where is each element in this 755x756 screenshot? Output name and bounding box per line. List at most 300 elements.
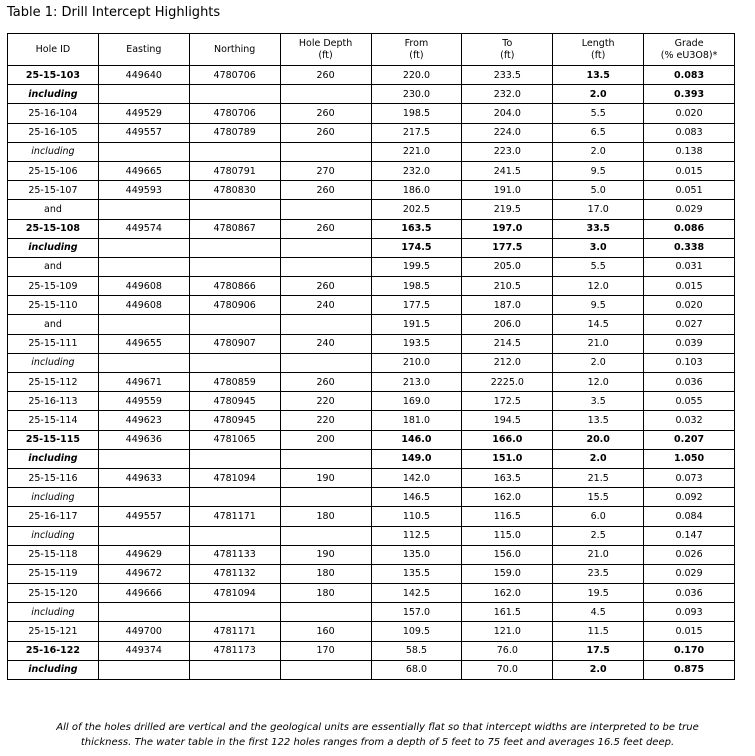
cell-from: 193.5 (371, 334, 462, 353)
cell-easting: 449574 (98, 219, 189, 238)
cell-depth: 260 (280, 277, 371, 296)
cell-easting: 449655 (98, 334, 189, 353)
column-header (8, 34, 99, 66)
cell-easting (98, 603, 189, 622)
cell-grade: 0.093 (644, 603, 735, 622)
cell-northing: 4781171 (189, 622, 280, 641)
cell-from: 220.0 (371, 66, 462, 85)
table-row (8, 142, 735, 161)
cell-to: 210.5 (462, 277, 553, 296)
table-header-row (8, 34, 735, 66)
cell-northing (189, 660, 280, 679)
cell-id: including (8, 142, 99, 161)
cell-from: 68.0 (371, 660, 462, 679)
cell-grade: 0.029 (644, 564, 735, 583)
cell-easting: 449672 (98, 564, 189, 583)
cell-id: 25-15-108 (8, 219, 99, 238)
cell-id: 25-15-107 (8, 181, 99, 200)
cell-length: 12.0 (553, 277, 644, 296)
cell-to: 204.0 (462, 104, 553, 123)
cell-from: 210.0 (371, 353, 462, 372)
cell-length: 21.0 (553, 545, 644, 564)
cell-grade: 0.086 (644, 219, 735, 238)
cell-to: 116.5 (462, 507, 553, 526)
cell-to: 206.0 (462, 315, 553, 334)
cell-id: and (8, 200, 99, 219)
cell-grade: 0.055 (644, 392, 735, 411)
cell-easting (98, 353, 189, 372)
cell-grade: 0.020 (644, 104, 735, 123)
cell-id: 25-15-114 (8, 411, 99, 430)
table-row (8, 507, 735, 526)
cell-to: 232.0 (462, 85, 553, 104)
cell-length: 17.5 (553, 641, 644, 660)
cell-northing: 4780791 (189, 161, 280, 180)
cell-northing (189, 488, 280, 507)
cell-easting: 449529 (98, 104, 189, 123)
cell-to: 2225.0 (462, 373, 553, 392)
cell-depth (280, 526, 371, 545)
cell-northing (189, 449, 280, 468)
table-row (8, 468, 735, 487)
cell-to: 76.0 (462, 641, 553, 660)
cell-northing: 4780789 (189, 123, 280, 142)
column-header-unit: (ft) (591, 49, 606, 61)
cell-depth (280, 200, 371, 219)
cell-easting: 449608 (98, 296, 189, 315)
cell-length: 20.0 (553, 430, 644, 449)
table-body (8, 66, 735, 680)
cell-to: 121.0 (462, 622, 553, 641)
table-row (8, 411, 735, 430)
cell-easting (98, 488, 189, 507)
cell-easting (98, 315, 189, 334)
cell-from: 112.5 (371, 526, 462, 545)
cell-length: 5.5 (553, 104, 644, 123)
cell-grade: 0.015 (644, 622, 735, 641)
column-header (371, 34, 462, 66)
cell-to: 214.5 (462, 334, 553, 353)
cell-from: 135.0 (371, 545, 462, 564)
cell-easting: 449608 (98, 277, 189, 296)
cell-grade: 0.020 (644, 296, 735, 315)
column-header-label: To (502, 37, 513, 49)
cell-to: 205.0 (462, 257, 553, 276)
cell-id: 25-15-109 (8, 277, 99, 296)
table-row (8, 641, 735, 660)
cell-depth: 240 (280, 334, 371, 353)
cell-easting: 449636 (98, 430, 189, 449)
cell-easting (98, 85, 189, 104)
column-header-unit: (ft) (409, 49, 424, 61)
table-title: Table 1: Drill Intercept Highlights (7, 5, 221, 20)
cell-id: 25-15-110 (8, 296, 99, 315)
table-row (8, 660, 735, 679)
cell-easting (98, 449, 189, 468)
table-row (8, 430, 735, 449)
cell-grade: 0.015 (644, 277, 735, 296)
cell-northing (189, 353, 280, 372)
cell-northing (189, 200, 280, 219)
cell-length: 3.0 (553, 238, 644, 257)
cell-id: including (8, 353, 99, 372)
cell-to: 163.5 (462, 468, 553, 487)
cell-northing: 4781173 (189, 641, 280, 660)
cell-from: 199.5 (371, 257, 462, 276)
cell-grade: 0.026 (644, 545, 735, 564)
cell-northing: 4780907 (189, 334, 280, 353)
table-row (8, 277, 735, 296)
cell-to: 115.0 (462, 526, 553, 545)
cell-to: 187.0 (462, 296, 553, 315)
cell-easting (98, 660, 189, 679)
cell-from: 146.5 (371, 488, 462, 507)
cell-from: 169.0 (371, 392, 462, 411)
table-row (8, 373, 735, 392)
cell-to: 223.0 (462, 142, 553, 161)
cell-from: 174.5 (371, 238, 462, 257)
cell-northing: 4781133 (189, 545, 280, 564)
cell-grade: 0.073 (644, 468, 735, 487)
cell-grade: 0.170 (644, 641, 735, 660)
cell-grade: 0.875 (644, 660, 735, 679)
column-header-unit: (% eU3O8)* (660, 49, 718, 61)
cell-northing: 4780830 (189, 181, 280, 200)
footnote-line-1: All of the holes drilled are vertical and the geological units are essentially flat so that intercept widths are interpreted to be true (56, 722, 699, 733)
cell-depth: 220 (280, 392, 371, 411)
table-row (8, 488, 735, 507)
table-row (8, 564, 735, 583)
cell-grade: 0.084 (644, 507, 735, 526)
column-header-label: From (404, 37, 429, 49)
table-row (8, 449, 735, 468)
cell-to: 162.0 (462, 488, 553, 507)
column-header-label: Grade (674, 37, 704, 49)
cell-id: 25-16-113 (8, 392, 99, 411)
cell-easting: 449640 (98, 66, 189, 85)
cell-grade: 0.138 (644, 142, 735, 161)
column-header (189, 34, 280, 66)
cell-depth: 190 (280, 468, 371, 487)
cell-northing (189, 85, 280, 104)
cell-from: 191.5 (371, 315, 462, 334)
cell-id: 25-16-104 (8, 104, 99, 123)
cell-northing: 4781065 (189, 430, 280, 449)
cell-to: 166.0 (462, 430, 553, 449)
cell-from: 198.5 (371, 104, 462, 123)
cell-grade: 0.051 (644, 181, 735, 200)
column-header (98, 34, 189, 66)
cell-length: 19.5 (553, 584, 644, 603)
cell-to: 177.5 (462, 238, 553, 257)
cell-from: 230.0 (371, 85, 462, 104)
cell-northing: 4780945 (189, 392, 280, 411)
table-row (8, 622, 735, 641)
cell-to: 151.0 (462, 449, 553, 468)
cell-length: 2.0 (553, 142, 644, 161)
cell-easting: 449629 (98, 545, 189, 564)
table-row (8, 545, 735, 564)
cell-id: including (8, 660, 99, 679)
column-header-label: Easting (126, 43, 162, 55)
cell-from: 232.0 (371, 161, 462, 180)
column-header (644, 34, 735, 66)
cell-depth: 260 (280, 123, 371, 142)
cell-depth: 180 (280, 584, 371, 603)
table-row (8, 315, 735, 334)
cell-id: 25-15-121 (8, 622, 99, 641)
cell-easting: 449374 (98, 641, 189, 660)
cell-to: 212.0 (462, 353, 553, 372)
cell-length: 4.5 (553, 603, 644, 622)
cell-length: 9.5 (553, 161, 644, 180)
cell-northing: 4780859 (189, 373, 280, 392)
column-header (462, 34, 553, 66)
cell-northing (189, 603, 280, 622)
cell-depth: 260 (280, 219, 371, 238)
table-row (8, 219, 735, 238)
cell-grade: 0.092 (644, 488, 735, 507)
cell-length: 17.0 (553, 200, 644, 219)
cell-northing (189, 257, 280, 276)
cell-northing (189, 238, 280, 257)
table-row (8, 161, 735, 180)
cell-length: 12.0 (553, 373, 644, 392)
cell-depth (280, 142, 371, 161)
table-row (8, 200, 735, 219)
cell-grade: 1.050 (644, 449, 735, 468)
cell-id: 25-15-111 (8, 334, 99, 353)
column-header-label: Hole Depth (298, 37, 353, 49)
cell-northing: 4781171 (189, 507, 280, 526)
cell-easting (98, 142, 189, 161)
cell-from: 142.5 (371, 584, 462, 603)
cell-from: 146.0 (371, 430, 462, 449)
cell-depth: 240 (280, 296, 371, 315)
cell-easting: 449557 (98, 507, 189, 526)
cell-id: 25-15-118 (8, 545, 99, 564)
cell-easting (98, 200, 189, 219)
cell-depth: 220 (280, 411, 371, 430)
cell-northing (189, 315, 280, 334)
cell-depth: 180 (280, 507, 371, 526)
cell-grade: 0.036 (644, 584, 735, 603)
cell-northing: 4780906 (189, 296, 280, 315)
cell-from: 217.5 (371, 123, 462, 142)
cell-id: and (8, 315, 99, 334)
cell-depth: 170 (280, 641, 371, 660)
cell-length: 13.5 (553, 411, 644, 430)
column-header-unit: (ft) (318, 49, 333, 61)
cell-to: 194.5 (462, 411, 553, 430)
cell-id: and (8, 257, 99, 276)
cell-grade: 0.103 (644, 353, 735, 372)
table-row (8, 123, 735, 142)
cell-to: 197.0 (462, 219, 553, 238)
cell-length: 6.5 (553, 123, 644, 142)
cell-depth (280, 315, 371, 334)
cell-id: 25-16-117 (8, 507, 99, 526)
cell-depth (280, 660, 371, 679)
cell-depth: 260 (280, 66, 371, 85)
cell-depth: 260 (280, 181, 371, 200)
column-header-unit: (ft) (500, 49, 515, 61)
cell-grade: 0.029 (644, 200, 735, 219)
cell-to: 161.5 (462, 603, 553, 622)
cell-length: 11.5 (553, 622, 644, 641)
cell-depth: 160 (280, 622, 371, 641)
cell-length: 2.0 (553, 660, 644, 679)
cell-length: 5.5 (553, 257, 644, 276)
cell-depth: 190 (280, 545, 371, 564)
cell-grade: 0.147 (644, 526, 735, 545)
table-row (8, 85, 735, 104)
cell-to: 241.5 (462, 161, 553, 180)
cell-from: 149.0 (371, 449, 462, 468)
cell-length: 3.5 (553, 392, 644, 411)
cell-from: 142.0 (371, 468, 462, 487)
cell-length: 5.0 (553, 181, 644, 200)
table-row (8, 238, 735, 257)
cell-from: 186.0 (371, 181, 462, 200)
cell-northing (189, 526, 280, 545)
cell-easting: 449557 (98, 123, 189, 142)
cell-easting: 449665 (98, 161, 189, 180)
cell-length: 21.5 (553, 468, 644, 487)
cell-easting: 449593 (98, 181, 189, 200)
cell-to: 156.0 (462, 545, 553, 564)
cell-grade: 0.393 (644, 85, 735, 104)
cell-from: 157.0 (371, 603, 462, 622)
cell-from: 109.5 (371, 622, 462, 641)
cell-depth: 270 (280, 161, 371, 180)
cell-id: 25-15-119 (8, 564, 99, 583)
table-row (8, 66, 735, 85)
cell-length: 21.0 (553, 334, 644, 353)
cell-from: 198.5 (371, 277, 462, 296)
table-row (8, 392, 735, 411)
table-row (8, 603, 735, 622)
cell-id: 25-15-116 (8, 468, 99, 487)
cell-depth (280, 449, 371, 468)
cell-from: 181.0 (371, 411, 462, 430)
cell-to: 191.0 (462, 181, 553, 200)
cell-id: 25-15-106 (8, 161, 99, 180)
cell-id: including (8, 449, 99, 468)
cell-northing: 4780706 (189, 66, 280, 85)
cell-easting: 449559 (98, 392, 189, 411)
column-header (553, 34, 644, 66)
table-row (8, 353, 735, 372)
cell-id: 25-15-115 (8, 430, 99, 449)
cell-from: 58.5 (371, 641, 462, 660)
cell-id: including (8, 238, 99, 257)
cell-from: 213.0 (371, 373, 462, 392)
cell-grade: 0.032 (644, 411, 735, 430)
cell-length: 15.5 (553, 488, 644, 507)
cell-easting: 449623 (98, 411, 189, 430)
cell-depth (280, 257, 371, 276)
column-header-label: Northing (214, 43, 256, 55)
cell-to: 219.5 (462, 200, 553, 219)
cell-northing: 4781094 (189, 468, 280, 487)
cell-northing: 4781132 (189, 564, 280, 583)
footnote-line-2: thickness. The water table in the first 122 holes ranges from a depth of 5 feet to 75 feet and averages 16.5 feet deep. (80, 737, 675, 748)
cell-northing: 4780866 (189, 277, 280, 296)
cell-length: 2.0 (553, 449, 644, 468)
cell-northing: 4780945 (189, 411, 280, 430)
cell-to: 233.5 (462, 66, 553, 85)
cell-from: 135.5 (371, 564, 462, 583)
table-row (8, 296, 735, 315)
cell-easting (98, 238, 189, 257)
column-header-label: Length (581, 37, 615, 49)
cell-grade: 0.027 (644, 315, 735, 334)
cell-length: 9.5 (553, 296, 644, 315)
cell-to: 162.0 (462, 584, 553, 603)
cell-length: 2.0 (553, 85, 644, 104)
table-row (8, 104, 735, 123)
cell-id: 25-16-122 (8, 641, 99, 660)
cell-depth: 260 (280, 373, 371, 392)
cell-grade: 0.338 (644, 238, 735, 257)
cell-depth: 200 (280, 430, 371, 449)
cell-length: 2.5 (553, 526, 644, 545)
cell-id: including (8, 85, 99, 104)
cell-length: 6.0 (553, 507, 644, 526)
cell-depth (280, 238, 371, 257)
cell-northing: 4780867 (189, 219, 280, 238)
cell-depth (280, 353, 371, 372)
cell-length: 2.0 (553, 353, 644, 372)
cell-from: 221.0 (371, 142, 462, 161)
drill-intercept-table (7, 33, 735, 680)
cell-length: 13.5 (553, 66, 644, 85)
cell-id: 25-16-105 (8, 123, 99, 142)
cell-id: 25-15-120 (8, 584, 99, 603)
cell-to: 172.5 (462, 392, 553, 411)
cell-length: 23.5 (553, 564, 644, 583)
cell-easting: 449666 (98, 584, 189, 603)
cell-id: 25-15-103 (8, 66, 99, 85)
cell-northing (189, 142, 280, 161)
cell-from: 110.5 (371, 507, 462, 526)
cell-depth (280, 603, 371, 622)
footnote (0, 720, 755, 750)
cell-northing: 4780706 (189, 104, 280, 123)
cell-easting: 449633 (98, 468, 189, 487)
column-header-label: Hole ID (35, 43, 71, 55)
cell-northing: 4781094 (189, 584, 280, 603)
cell-id: including (8, 603, 99, 622)
cell-grade: 0.015 (644, 161, 735, 180)
table-row (8, 584, 735, 603)
table-row (8, 526, 735, 545)
cell-to: 224.0 (462, 123, 553, 142)
cell-grade: 0.083 (644, 123, 735, 142)
table-row (8, 257, 735, 276)
cell-from: 177.5 (371, 296, 462, 315)
cell-easting (98, 526, 189, 545)
cell-to: 159.0 (462, 564, 553, 583)
cell-depth (280, 488, 371, 507)
cell-grade: 0.039 (644, 334, 735, 353)
cell-id: including (8, 488, 99, 507)
cell-easting: 449700 (98, 622, 189, 641)
table-row (8, 181, 735, 200)
column-header (280, 34, 371, 66)
cell-grade: 0.031 (644, 257, 735, 276)
